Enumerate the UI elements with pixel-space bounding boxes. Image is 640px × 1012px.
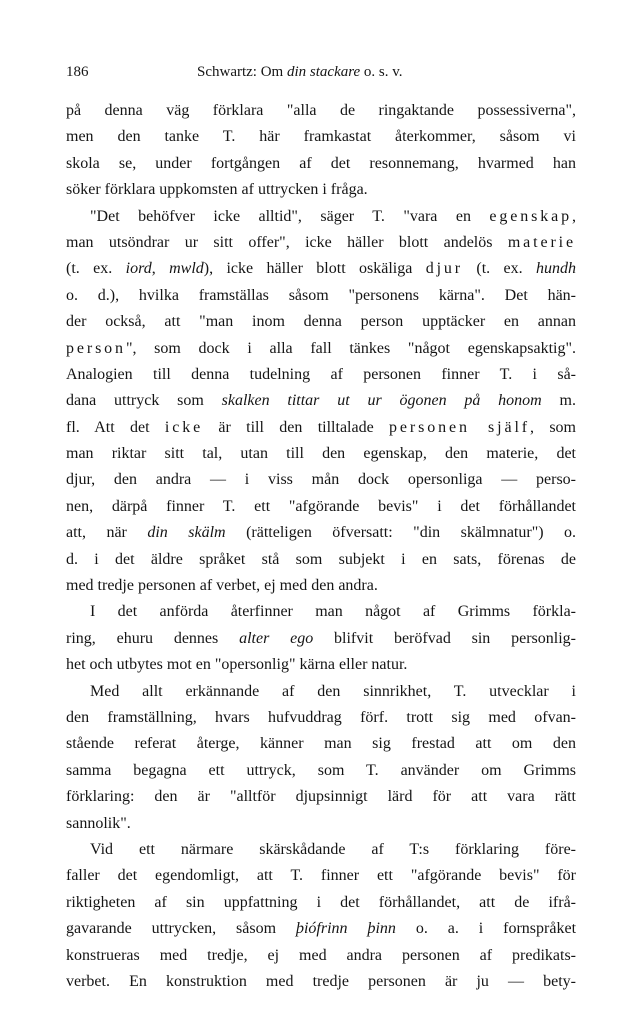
text-line	[66, 124, 576, 150]
italic-text: þiófrinn þinn	[295, 920, 396, 938]
text-line	[66, 679, 576, 705]
running-title-italic: din stackare	[286, 64, 361, 80]
text-segment: m.	[541, 392, 576, 410]
text-line	[66, 415, 576, 441]
italic-text: mwld	[169, 260, 204, 278]
page-header	[66, 62, 574, 82]
text-segment: (rätteligen öfversatt: "din skälmnatur") o.	[225, 524, 577, 542]
running-title-tail: o. s. v.	[363, 64, 403, 80]
text-segment: att, när	[66, 524, 148, 542]
text-line	[66, 890, 576, 916]
text-line	[66, 652, 576, 678]
text-line	[66, 547, 576, 573]
text-line	[66, 731, 576, 757]
text-line	[66, 230, 576, 256]
text-segment: Vid ett närmare skärskådande af T:s förklaring före-	[90, 840, 576, 858]
text-segment: ,	[151, 260, 170, 278]
text-segment: blifvit beröfvad sin personlig-	[313, 629, 576, 647]
text-segment: men den tanke T. här framkastat återkommer, såsom vi	[66, 128, 576, 146]
italic-text: din skälm	[147, 524, 226, 542]
text-line	[66, 256, 576, 282]
text-line	[66, 204, 576, 230]
text-line	[66, 98, 576, 124]
text-line	[66, 441, 576, 467]
italic-text: alter ego	[239, 629, 314, 647]
text-line	[66, 705, 576, 731]
text-segment: faller det egendomligt, att T. finner ett "afgörande bevis" för	[66, 867, 576, 885]
text-line	[66, 467, 576, 493]
text-line	[66, 969, 576, 995]
text-segment: d. i det äldre språket stå som subjekt i en sats, förenas de	[66, 550, 576, 568]
text-segment: ", som dock i alla fall tänkes "något egenskapsaktig".	[125, 339, 576, 357]
text-line	[66, 758, 576, 784]
text-segment: der också, att "man inom denna person upptäcker en annan	[66, 313, 576, 331]
text-line	[66, 283, 576, 309]
text-line	[66, 151, 576, 177]
text-segment: dana uttryck som	[66, 392, 222, 410]
text-segment: I det anförda återfinner man något af Grimms förkla-	[90, 603, 576, 621]
italic-text: skalken tittar ut ur ögonen på honom	[221, 392, 542, 410]
text-segment: o. a. i fornspråket	[395, 920, 577, 938]
text-segment: Analogien till denna tudelning af personen finner T. i så-	[66, 365, 576, 383]
running-title-author: Schwartz: Om	[197, 64, 284, 80]
text-line	[66, 916, 576, 942]
text-segment: ,	[572, 207, 576, 225]
text-segment: söker förklara uppkomsten af uttrycken i fråga.	[66, 181, 368, 199]
text-segment: stående referat återge, känner man sig frestad att om den	[66, 735, 576, 753]
text-line	[66, 362, 576, 388]
text-line	[66, 177, 576, 203]
text-segment: man utsöndrar ur sitt offer", icke häller blott andelös	[66, 233, 508, 251]
spaced-text: egenskap	[489, 207, 572, 225]
italic-text: hundh	[536, 260, 577, 278]
text-line	[66, 784, 576, 810]
spaced-text: djur	[425, 260, 464, 278]
text-line	[66, 309, 576, 335]
page-number: 186	[66, 64, 89, 80]
text-line	[66, 520, 576, 546]
text-segment: riktigheten af sin uppfattning i det förhållandet, att de ifrå-	[66, 893, 576, 911]
text-line	[66, 943, 576, 969]
spaced-text: icke	[164, 418, 204, 436]
spaced-text: materie	[507, 233, 576, 251]
text-segment: (t. ex.	[463, 260, 537, 278]
text-segment: med tredje personen af verbet, ej med den andra.	[66, 577, 378, 595]
text-segment: ring, ehuru dennes	[66, 629, 240, 647]
spaced-text: person	[66, 339, 126, 357]
text-line	[66, 863, 576, 889]
text-segment: Med allt erkännande af den sinnrikhet, T. utvecklar i	[90, 682, 576, 700]
text-segment: den framställning, hvars hufvuddrag förf. trott sig med ofvan-	[66, 708, 576, 726]
text-line	[66, 388, 576, 414]
body-text	[66, 98, 576, 995]
text-segment: skola se, under fortgången af det resonnemang, hvarmed han	[66, 154, 576, 172]
text-segment: man riktar sitt tal, utan till den egenskap, den materie, det	[66, 445, 576, 463]
text-segment: förklaring: den är "alltför djupsinnigt lärd för att vara rätt	[66, 788, 576, 806]
text-segment: het och utbytes mot en "opersonlig" kärna eller natur.	[66, 656, 408, 674]
text-segment: ), icke häller blott oskäliga	[203, 260, 426, 278]
text-segment: samma begagna ett uttryck, som T. använder om Grimms	[66, 761, 576, 779]
text-line	[66, 811, 576, 837]
text-segment: o. d.), hvilka framställas såsom "personens kärna". Det hän-	[66, 286, 576, 304]
running-title	[197, 62, 403, 82]
text-segment: verbet. En konstruktion med tredje personen är ju — bety-	[66, 972, 576, 990]
text-segment: på denna väg förklara "alla de ringaktande possessiverna",	[66, 102, 576, 119]
text-line	[66, 336, 576, 362]
text-line	[66, 494, 576, 520]
text-segment: (t. ex.	[66, 260, 126, 278]
text-line	[66, 599, 576, 625]
text-segment: sannolik".	[66, 814, 131, 832]
text-segment: är till den tilltalade	[203, 418, 390, 436]
text-segment: djur, den andra — i viss mån dock opersonliga — perso-	[66, 471, 576, 489]
text-segment: gavarande uttrycken, såsom	[66, 920, 296, 938]
text-segment: , som	[530, 418, 577, 436]
text-segment: konstrueras med tredje, ej med andra personen af predikats-	[66, 946, 576, 964]
text-segment: fl. Att det	[66, 418, 165, 436]
spaced-text: personen själf	[389, 418, 530, 436]
text-line	[66, 837, 576, 863]
italic-text: iord	[125, 260, 152, 278]
text-line	[66, 626, 576, 652]
text-line	[66, 573, 576, 599]
text-segment: "Det behöfver icke alltid", säger T. "vara en	[90, 207, 490, 225]
text-segment: nen, därpå finner T. ett "afgörande bevis" i det förhållandet	[66, 497, 576, 515]
